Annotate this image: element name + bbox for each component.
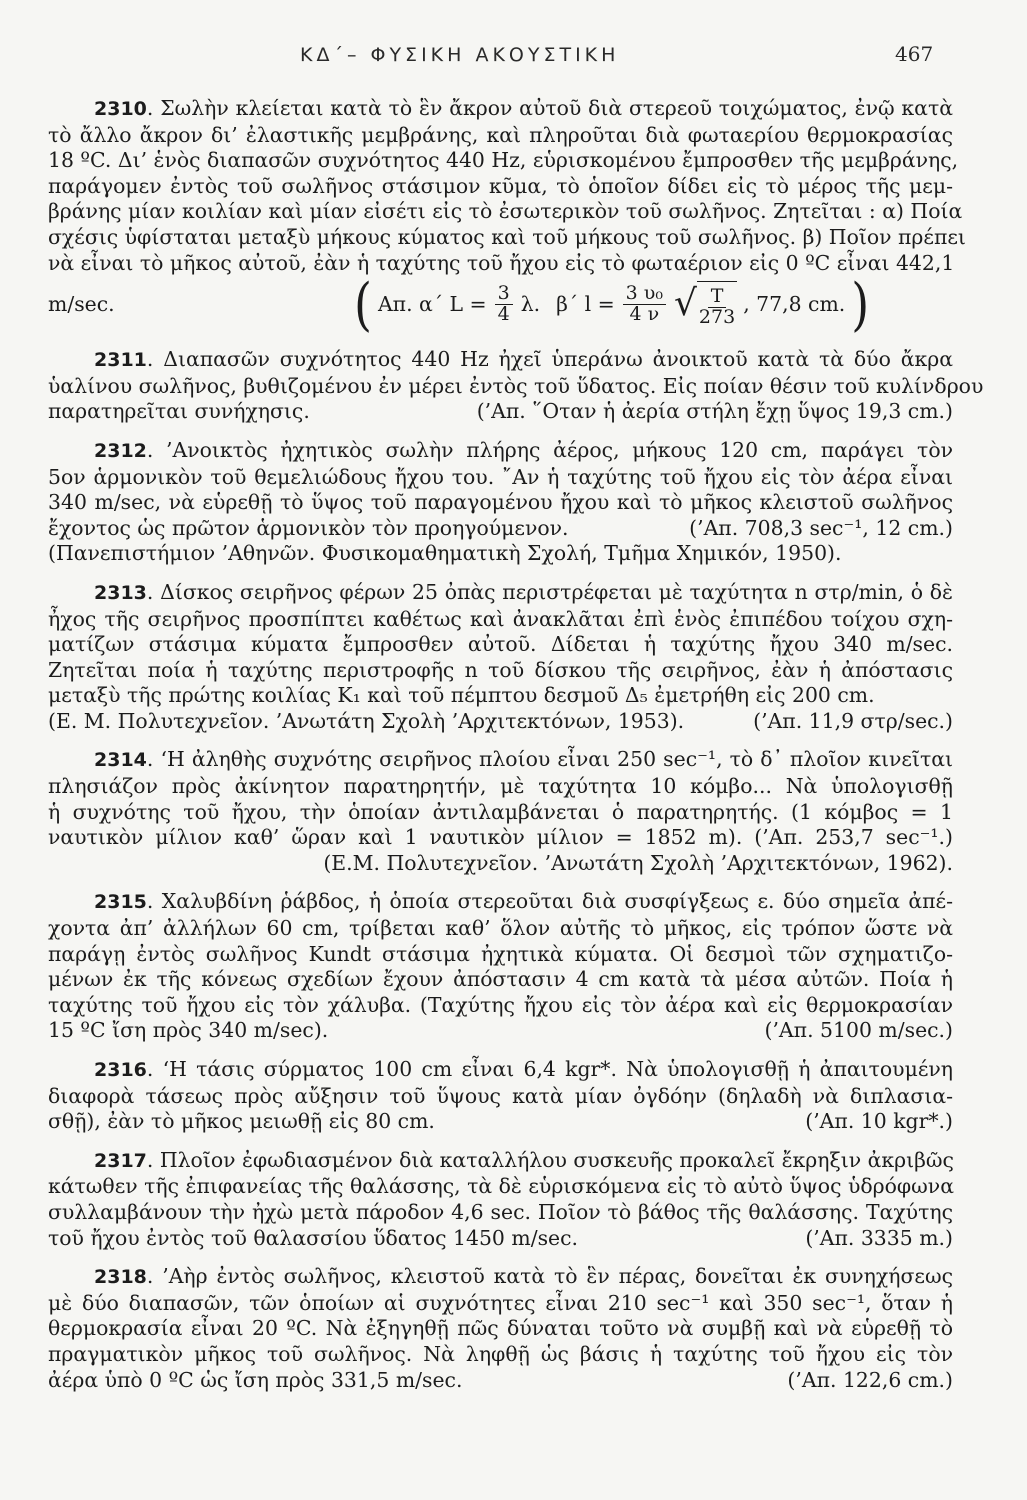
text-line: 5ον ἁρμονικὸν τοῦ θεμελιώδους ἤχου του. ῎Αν ἡ ταχύτης τοῦ ἤχου εἰς τὸν ἀέρα εἶναι [48, 464, 953, 489]
source-line: (Πανεπιστήμιον ’Αθηνῶν. Φυσικομαθηματικὴ Σχολή, Τμῆμα Χημικόν, 1950). [48, 541, 842, 566]
text-line: ἦχος τῆς σειρῆνος προσπίπτει καθέτως καὶ ἀνακλᾶται ἐπὶ ἑνὸς ἐπιπέδου τοίχου σχη- [48, 606, 953, 631]
text-line: 18 ºC. Δι’ ἑνὸς διαπασῶν συχνότητος 440 Hz, εὑρισκομένου ἔμπροσθεν τῆς μεμβράνης, [48, 148, 959, 173]
text-fragment: ἔχοντος ὡς πρῶτον ἁρμονικὸν τὸν προηγούμενον. [48, 515, 569, 540]
answer-a-tail: λ. [520, 292, 541, 317]
text-line: μένων ἐκ τῆς κόνεως σχεδίων ἔχουν ἀπόστασιν 4 cm κατὰ τὰ μέσα αὐτῶν. Ποία ἡ [48, 967, 953, 992]
answer: (’Απ. 708,3 sec⁻¹, 12 cm.) [689, 515, 953, 540]
open-paren: ( [354, 270, 372, 338]
text-line [48, 1018, 953, 1044]
text-fragment: παρατηρεῖται συνήχησις. [48, 399, 310, 424]
fraction-a [495, 281, 513, 325]
text-line: ὑαλίνου σωλῆνος, βυθιζομένου ἐν μέρει ἐντὸς τοῦ ὕδατος. Εἰς ποίαν θέσιν τοῦ κυλίνδρου [48, 373, 984, 398]
answer-formula [354, 270, 870, 338]
problem-2313 [48, 580, 953, 735]
fraction-denominator: 4 ν [629, 302, 660, 325]
text-line: διαφορὰ τάσεως πρὸς αὔξησιν τοῦ ὕψους κατὰ μίαν ὀγδόην (δηλαδὴ νὰ διπλασια- [48, 1083, 953, 1108]
problem-2312 [48, 438, 953, 567]
text-fragment: ἀέρα ὑπὸ 0 ºC ὡς ἴση πρὸς 331,5 m/sec. [48, 1367, 463, 1392]
text-line [48, 747, 953, 774]
text-line: m/sec. [48, 292, 115, 317]
text-line [48, 1264, 953, 1291]
text-line: πλησιάζον πρὸς ἀκίνητον παρατηρητήν, μὲ ταχύτητα 10 κόμβο... Νὰ ὑπολογισθῇ [48, 774, 953, 799]
source: (Ε. Μ. Πολυτεχνεῖον. ’Ανωτάτη Σχολὴ ’Αρχιτεκτόνων, 1953). [48, 708, 685, 733]
answer: (’Απ. ῞Οταν ἡ ἀερία στήλη ἔχῃ ὕψος 19,3 cm.) [476, 399, 953, 424]
text-line: θερμοκρασία εἶναι 20 ºC. Νὰ ἐξηγηθῇ πῶς δύναται τοῦτο νὰ συμβῇ καὶ νὰ εὑρεθῇ τὸ [48, 1316, 953, 1341]
text-line: βράνης μίαν κοιλίαν καὶ μίαν εἰσέτι εἰς τὸ ἐσωτερικὸν τοῦ σωλῆνος. Ζητεῖται : α) Ποία [48, 199, 963, 224]
text-line: κάτωθεν τῆς ἐπιφανείας τῆς θαλάσσης, τὰ δὲ εὑρισκόμενα εἰς τὸ αὐτὸ ὕψος ὑδρόφωνα [48, 1174, 954, 1199]
problem-2315 [48, 889, 953, 1044]
problem-2318 [48, 1264, 953, 1393]
text-fragment: σθῇ), ἐὰν τὸ μῆκος μειωθῇ εἰς 80 cm. [48, 1109, 435, 1134]
chapter-title: ΚΔ΄– ΦΥΣΙΚΗ ΑΚΟΥΣΤΙΚΗ [300, 44, 620, 66]
text-fragment: 15 ºC ἴση πρὸς 340 m/sec). [48, 1018, 329, 1043]
text-line: νὰ εἶναι τὸ μῆκος αὐτοῦ, ἐὰν ἡ ταχύτης τοῦ ἤχου εἰς τὸ φωταέριον εἰς 0 ºC εἶναι 442,1 [48, 250, 955, 275]
text-line: ταχύτης τοῦ ἤχου εἰς τὸν χάλυβα. (Ταχύτης ἤχου εἰς τὸν ἀέρα καὶ εἰς θερμοκρασίαν [48, 992, 953, 1017]
text-line: ἡ συχνότης τοῦ ἤχου, τὴν ὁποίαν ἀντιλαμβάνεται ὁ παρατηρητής. (1 κόμβος = 1 [48, 799, 953, 824]
text-line: συλλαμβάνουν τὴν ἠχὼ μετὰ πάροδον 4,6 sec. Ποῖον τὸ βάθος τῆς θαλάσσης. Ταχύτης [48, 1199, 953, 1224]
text-fragment: . ’Αὴρ ἐντὸς σωλῆνος, κλειστοῦ κατὰ τὸ ἓν πέρας, δονεῖται ἐκ συνηχήσεως [146, 1264, 953, 1289]
problem-2314 [48, 747, 953, 876]
running-header [0, 44, 1027, 74]
text-line: τὸ ἄλλο ἄκρον δι’ ἐλαστικῆς μεμβράνης, καὶ πληροῦται διὰ φωταερίου θερμοκρασίας [48, 122, 953, 147]
answer-b-label: β΄ l = [556, 292, 615, 317]
text-fragment: . Διαπασῶν συχνότητος 440 Hz ἠχεῖ ὑπεράνω ἀνοικτοῦ κατὰ τὰ δύο ἄκρα [146, 347, 953, 372]
text-line [48, 438, 953, 465]
text-fragment: . Σωλὴν κλείεται κατὰ τὸ ἓν ἄκρον αὐτοῦ διὰ στερεοῦ τοιχώματος, ἐνῷ κατὰ [146, 96, 953, 120]
answer: (’Απ. 122,6 cm.) [787, 1367, 953, 1392]
text-line: Ζητεῖται ποία ἡ ταχύτης περιστροφῆς n τοῦ δίσκου τῆς σειρῆνος, ἐὰν ἡ ἀπόστασις [48, 657, 953, 682]
text-line: πραγματικὸν μῆκος τοῦ σωλῆνος. Νὰ ληφθῇ ὡς βάσις ἡ ταχύτης τοῦ ἤχου εἰς τὸν [48, 1341, 953, 1366]
text-line [48, 399, 953, 425]
problem-number: 2317 [94, 1149, 147, 1172]
fraction-denominator: 273 [698, 305, 736, 328]
text-line: ναυτικὸν μίλιον καθ’ ὥραν καὶ 1 ναυτικὸν μίλιον = 1852 m). (’Απ. 253,7 sec⁻¹.) [48, 825, 953, 850]
fraction-numerator: 3 [495, 284, 513, 305]
problem-2311 [48, 347, 984, 425]
problem-number: 2311 [94, 349, 147, 372]
text-line: 340 m/sec, νὰ εὑρεθῇ τὸ ὕψος τοῦ παραγομένου ἤχου καὶ τὸ μῆκος κλειστοῦ σωλῆνος [48, 490, 953, 515]
text-fragment: . ‘Η ἀληθὴς συχνότης σειρῆνος πλοίου εἶναι 250 sec⁻¹, τὸ δ᾿ πλοῖον κινεῖται [146, 747, 953, 772]
text-line: παράγομεν ἐντὸς τοῦ σωλῆνος στάσιμον κῦμα, τὸ ὁποῖον δίδει εἰς τὸ μέρος τῆς μεμ- [48, 173, 953, 198]
text-line [48, 1109, 953, 1135]
text-line: ματίζων στάσιμα κύματα ἔμπροσθεν αὐτοῦ. Δίδεται ἡ ταχύτης ἤχου 340 m/sec. [48, 632, 953, 657]
text-fragment: . Δίσκος σειρῆνος φέρων 25 ὀπὰς περιστρέφεται μὲ ταχύτητα n στρ/min, ὁ δὲ [146, 579, 953, 604]
text-fragment: . Πλοῖον ἐφωδιασμένον διὰ καταλλήλου συσκευῆς προκαλεῖ ἔκρηξιν ἀκριβῶς [146, 1147, 954, 1172]
text-fragment: τοῦ ἤχου ἐντὸς τοῦ θαλασσίου ὕδατος 1450 m/sec. [48, 1225, 579, 1250]
problem-number: 2318 [94, 1266, 147, 1289]
text-line [48, 1148, 953, 1175]
text-line [48, 889, 953, 916]
radicand [697, 281, 737, 328]
text-line [48, 516, 953, 542]
problem-2317 [48, 1148, 953, 1251]
problem-number: 2312 [94, 439, 147, 462]
square-root [674, 281, 737, 328]
radical-sign: √ [673, 283, 697, 325]
fraction-sqrt [698, 284, 736, 328]
answer-row [48, 270, 953, 338]
answer: (’Απ. 5100 m/sec.) [764, 1018, 953, 1043]
problem-number: 2310 [94, 98, 147, 120]
answer: (’Απ. 3335 m.) [805, 1225, 953, 1250]
text-line [48, 1057, 953, 1084]
problem-number: 2314 [94, 749, 147, 772]
text-line: μὲ δύο διαπασῶν, τῶν ὁποίων αἱ συχνότητες εἶναι 210 sec⁻¹ καὶ 350 sec⁻¹, ὅταν ἡ [48, 1290, 953, 1315]
text-line: χοντα ἀπ’ ἀλλήλων 60 cm, τρίβεται καθ’ ὅλον αὐτῆς τὸ μῆκος, εἰς τρόπον ὥστε νὰ [48, 916, 953, 941]
text-line: παράγῃ ἐντὸς σωλῆνος Kundt στάσιμα ἠχητικὰ κύματα. Οἱ δεσμοὶ τῶν σχηματιζο- [48, 941, 953, 966]
close-paren: ) [851, 270, 870, 338]
problem-list [48, 96, 984, 1406]
problem-number: 2316 [94, 1059, 147, 1081]
text-line: μεταξὺ τῆς πρώτης κοιλίας K₁ καὶ τοῦ πέμπτου δεσμοῦ Δ₅ ἐμετρήθη εἰς 200 cm. [48, 683, 875, 708]
source-line: (Ε.Μ. Πολυτεχνεῖον. ’Ανωτάτη Σχολὴ ’Αρχιτεκτόνων, 1962). [323, 850, 953, 875]
text-fragment: . Χαλυβδίνη ῥάβδος, ἡ ὁποία στερεοῦται διὰ συσφίγξεως ε. δύο σημεῖα ἀπέ- [146, 889, 953, 914]
answer: (’Απ. 10 kgr*.) [805, 1109, 953, 1134]
text-line [48, 1368, 953, 1394]
problem-number: 2315 [94, 891, 147, 914]
problem-2310 [48, 96, 966, 338]
text-line [48, 347, 953, 374]
problem-number: 2313 [94, 581, 147, 604]
fraction-denominator: 4 [497, 302, 510, 325]
text-line [48, 580, 953, 607]
text-fragment: . ’Ανοικτὸς ἠχητικὸς σωλὴν πλήρης ἀέρος, μήκους 120 cm, παράγει τὸν [146, 437, 953, 462]
answer-b-tail: , 77,8 cm. [743, 292, 846, 317]
fraction-numerator: 3 υ₀ [623, 284, 666, 305]
problem-2316 [48, 1057, 953, 1135]
fraction-b [623, 281, 666, 325]
answer: (’Απ. 11,9 στρ/sec.) [753, 708, 953, 733]
source-line [48, 709, 953, 735]
answer-a-label: Απ. α΄ L = [377, 292, 487, 317]
text-line: σχέσις ὑφίσταται μεταξὺ μήκους κύματος καὶ τοῦ μήκους τοῦ σωλῆνος. β) Ποῖον πρέπει [48, 224, 966, 249]
page-number: 467 [895, 42, 934, 66]
text-fragment: . ‘Η τάσις σύρματος 100 cm εἶναι 6,4 kgr*. Νὰ ὑπολογισθῇ ἡ ἀπαιτουμένη [146, 1057, 953, 1081]
text-line [48, 96, 953, 123]
text-line [48, 1226, 953, 1252]
fraction-numerator: T [708, 287, 727, 308]
